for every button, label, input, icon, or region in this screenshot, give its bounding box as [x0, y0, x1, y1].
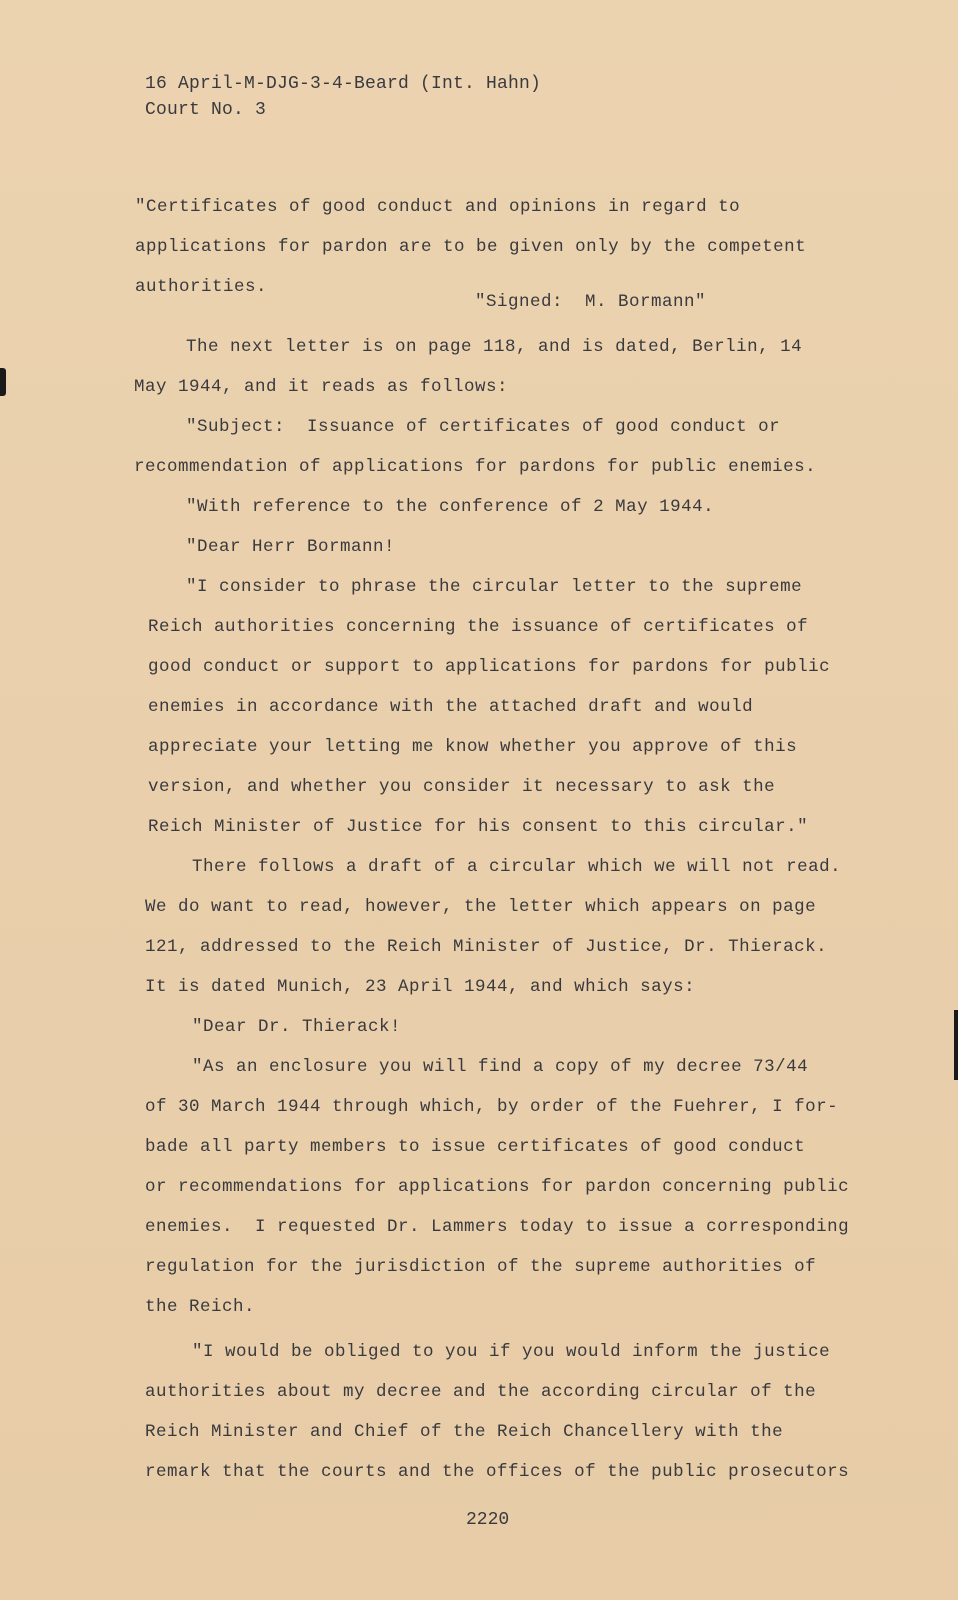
text-line: good conduct or support to applications for pardons for public [148, 657, 831, 677]
text-line: remark that the courts and the offices of the public prosecutors [145, 1462, 850, 1482]
text-line: enemies. I requested Dr. Lammers today to issue a corresponding [145, 1217, 850, 1237]
text-line: "With reference to the conference of 2 May 1944. [186, 497, 715, 517]
binding-hole-mark [0, 368, 6, 396]
text-line: or recommendations for applications for pardon concerning public [145, 1177, 850, 1197]
text-line: authorities. [135, 277, 268, 297]
text-line: "Certificates of good conduct and opinions in regard to [135, 197, 741, 217]
text-line: There follows a draft of a circular which we will not read. [192, 857, 842, 877]
text-line: "Subject: Issuance of certificates of good conduct or [186, 417, 781, 437]
page-number: 2220 [466, 1510, 510, 1530]
text-line: Reich Minister of Justice for his consent to this circular." [148, 817, 809, 837]
signature-line: "Signed: M. Bormann" [475, 292, 707, 312]
text-line: 121, addressed to the Reich Minister of Justice, Dr. Thierack. [145, 937, 828, 957]
text-line: "I consider to phrase the circular letter to the supreme [186, 577, 803, 597]
text-line: It is dated Munich, 23 April 1944, and which says: [145, 977, 696, 997]
text-line: Reich Minister and Chief of the Reich Chancellery with the [145, 1422, 784, 1442]
text-line: regulation for the jurisdiction of the supreme authorities of [145, 1257, 817, 1277]
text-line: recommendation of applications for pardons for public enemies. [134, 457, 817, 477]
text-line: appreciate your letting me know whether you approve of this [148, 737, 798, 757]
text-line: May 1944, and it reads as follows: [134, 377, 509, 397]
text-line: The next letter is on page 118, and is dated, Berlin, 14 [186, 337, 803, 357]
text-line: "Dear Dr. Thierack! [192, 1017, 402, 1037]
text-line: authorities about my decree and the according circular of the [145, 1382, 817, 1402]
text-line: "As an enclosure you will find a copy of my decree 73/44 [192, 1057, 809, 1077]
text-line: applications for pardon are to be given only by the competent [135, 237, 807, 257]
edge-shadow-mark [954, 1010, 958, 1080]
text-line: bade all party members to issue certificates of good conduct [145, 1137, 806, 1157]
text-line: Reich authorities concerning the issuance of certificates of [148, 617, 809, 637]
header-line-1: 16 April-M-DJG-3-4-Beard (Int. Hahn) [145, 74, 542, 94]
text-line: "I would be obliged to you if you would inform the justice [192, 1342, 831, 1362]
text-line: of 30 March 1944 through which, by order of the Fuehrer, I for- [145, 1097, 839, 1117]
text-line: the Reich. [145, 1297, 256, 1317]
header-line-2: Court No. 3 [145, 100, 267, 120]
text-line: version, and whether you consider it necessary to ask the [148, 777, 776, 797]
text-line: enemies in accordance with the attached draft and would [148, 697, 754, 717]
text-line: We do want to read, however, the letter which appears on page [145, 897, 817, 917]
text-line: "Dear Herr Bormann! [186, 537, 396, 557]
